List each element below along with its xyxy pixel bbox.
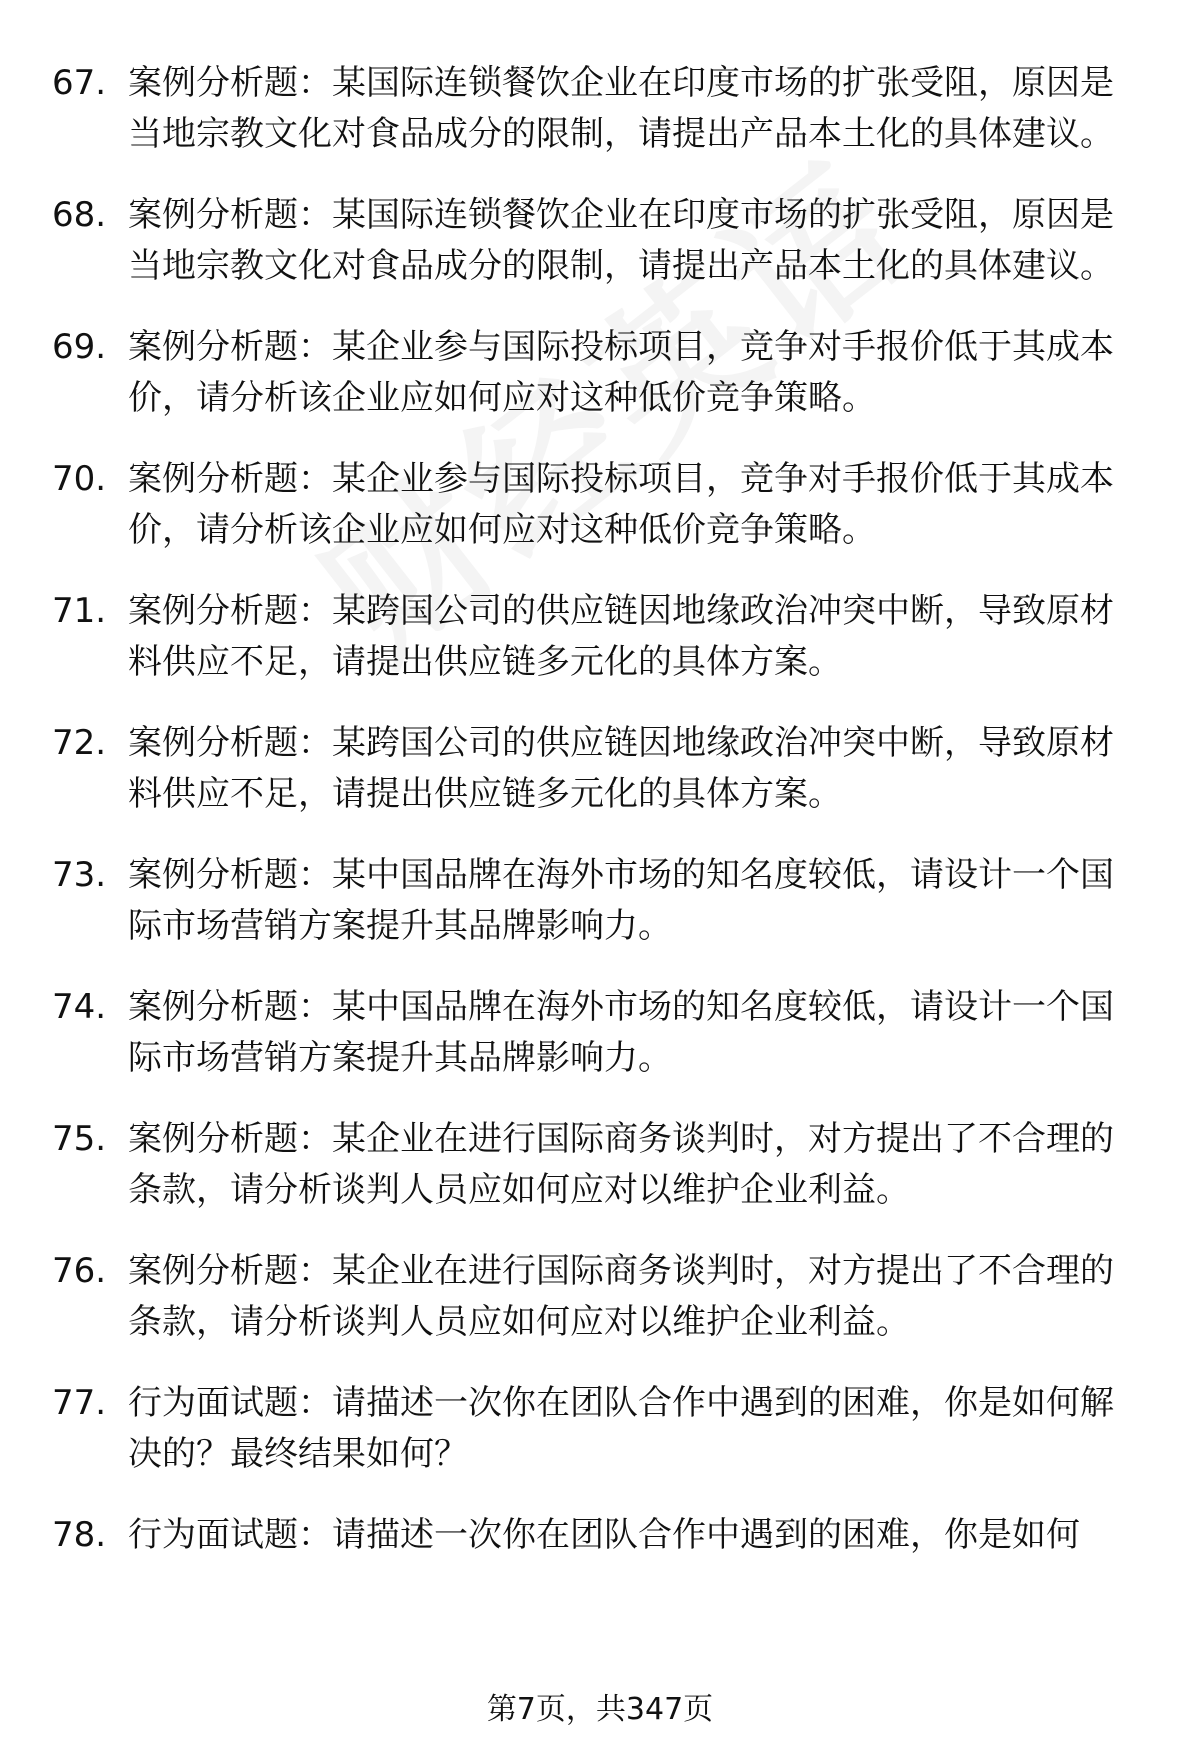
question-text: 案例分析题：某企业参与国际投标项目，竞争对手报价低于其成本价，请分析该企业应如何应对这种低价竞争策略。	[128, 327, 1114, 418]
question-number: 76.	[52, 1251, 107, 1291]
question-item	[0, 454, 1200, 556]
question-text: 案例分析题：某跨国公司的供应链因地缘政治冲突中断，导致原材料供应不足，请提出供应链多元化的具体方案。	[128, 723, 1114, 814]
question-number: 78.	[52, 1515, 107, 1555]
question-text: 行为面试题：请描述一次你在团队合作中遇到的困难，你是如何解决的？最终结果如何？	[128, 1383, 1114, 1474]
question-number: 72.	[52, 723, 107, 763]
question-text: 案例分析题：某企业在进行国际商务谈判时，对方提出了不合理的条款，请分析谈判人员应如何应对以维护企业利益。	[128, 1251, 1114, 1342]
question-item	[0, 586, 1200, 688]
question-item	[0, 718, 1200, 820]
question-text: 案例分析题：某企业在进行国际商务谈判时，对方提出了不合理的条款，请分析谈判人员应如何应对以维护企业利益。	[128, 1119, 1114, 1210]
question-number: 75.	[52, 1119, 107, 1159]
question-number: 69.	[52, 327, 107, 367]
page-number: 第7页，共347页	[486, 1692, 714, 1727]
question-text: 行为面试题：请描述一次你在团队合作中遇到的困难，你是如何	[128, 1515, 1080, 1555]
question-item	[0, 190, 1200, 292]
question-item	[0, 1378, 1200, 1480]
question-number: 74.	[52, 987, 107, 1027]
question-item	[0, 982, 1200, 1084]
question-number: 73.	[52, 855, 107, 895]
question-text: 案例分析题：某中国品牌在海外市场的知名度较低，请设计一个国际市场营销方案提升其品牌影响力。	[128, 987, 1114, 1078]
question-number: 67.	[52, 63, 107, 103]
question-text: 案例分析题：某中国品牌在海外市场的知名度较低，请设计一个国际市场营销方案提升其品牌影响力。	[128, 855, 1114, 946]
question-text: 案例分析题：某跨国公司的供应链因地缘政治冲突中断，导致原材料供应不足，请提出供应链多元化的具体方案。	[128, 591, 1114, 682]
question-item	[0, 850, 1200, 952]
question-item	[0, 1246, 1200, 1348]
question-number: 77.	[52, 1383, 107, 1423]
question-text: 案例分析题：某国际连锁餐饮企业在印度市场的扩张受阻，原因是当地宗教文化对食品成分的限制，请提出产品本土化的具体建议。	[128, 63, 1114, 154]
question-list	[0, 58, 1200, 1591]
question-number: 71.	[52, 591, 107, 631]
question-item	[0, 1510, 1200, 1561]
question-text: 案例分析题：某国际连锁餐饮企业在印度市场的扩张受阻，原因是当地宗教文化对食品成分的限制，请提出产品本土化的具体建议。	[128, 195, 1114, 286]
question-item	[0, 58, 1200, 160]
question-text: 案例分析题：某企业参与国际投标项目，竞争对手报价低于其成本价，请分析该企业应如何应对这种低价竞争策略。	[128, 459, 1114, 550]
question-item	[0, 1114, 1200, 1216]
question-number: 68.	[52, 195, 107, 235]
question-item	[0, 322, 1200, 424]
question-number: 70.	[52, 459, 107, 499]
